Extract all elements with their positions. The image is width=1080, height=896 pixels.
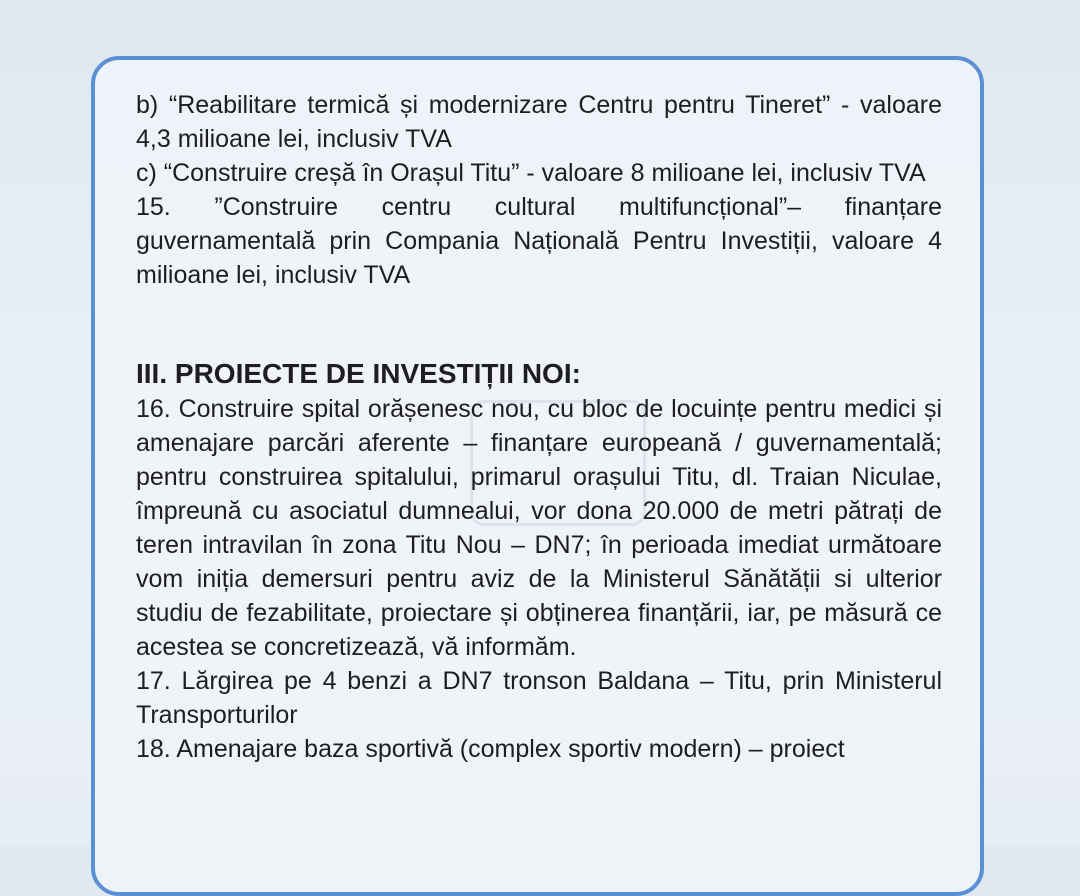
list-item-15: 15. ”Construire centru cultural multifuncțional”– finanțare guvernamentală prin Compania Națională Pentru Investiții, valoare 4 milioane lei, inclusiv TVA bbox=[136, 193, 942, 289]
list-item-b: b) “Reabilitare termică și modernizare Centru pentru Tineret” - valoare 4,3 milioane lei, inclusiv TVA bbox=[136, 91, 942, 153]
section-heading: III. PROIECTE DE INVESTIȚII NOI: bbox=[136, 358, 581, 389]
list-item-c: c) “Construire creșă în Orașul Titu” - valoare 8 milioane lei, inclusiv TVA bbox=[136, 159, 926, 187]
section-spacer bbox=[136, 292, 942, 356]
document-body bbox=[136, 88, 942, 766]
list-item-18: 18. Amenajare baza sportivă (complex sportiv modern) – proiect bbox=[136, 735, 845, 763]
list-item-16: 16. Construire spital orășenesc nou, cu bloc de locuințe pentru medici și amenajare parcări aferente – finanțare europeană / guvernamentală; pentru construirea spitalului, primarul orașului Titu, dl. Traian Niculae, împreună cu asociatul dumnealui, vor dona 20.000 de metri pătrați de teren intravilan în zona Titu Nou – DN7; în perioada imediat următoare vom iniția demersuri pentru aviz de la Ministerul Sănătății si ulterior studiu de fezabilitate, proiectare și obținerea finanțării, iar, pe măsură ce acestea se concretizează, vă informăm. bbox=[136, 395, 942, 661]
list-item-17: 17. Lărgirea pe 4 benzi a DN7 tronson Baldana – Titu, prin Ministerul Transporturilor bbox=[136, 667, 942, 729]
